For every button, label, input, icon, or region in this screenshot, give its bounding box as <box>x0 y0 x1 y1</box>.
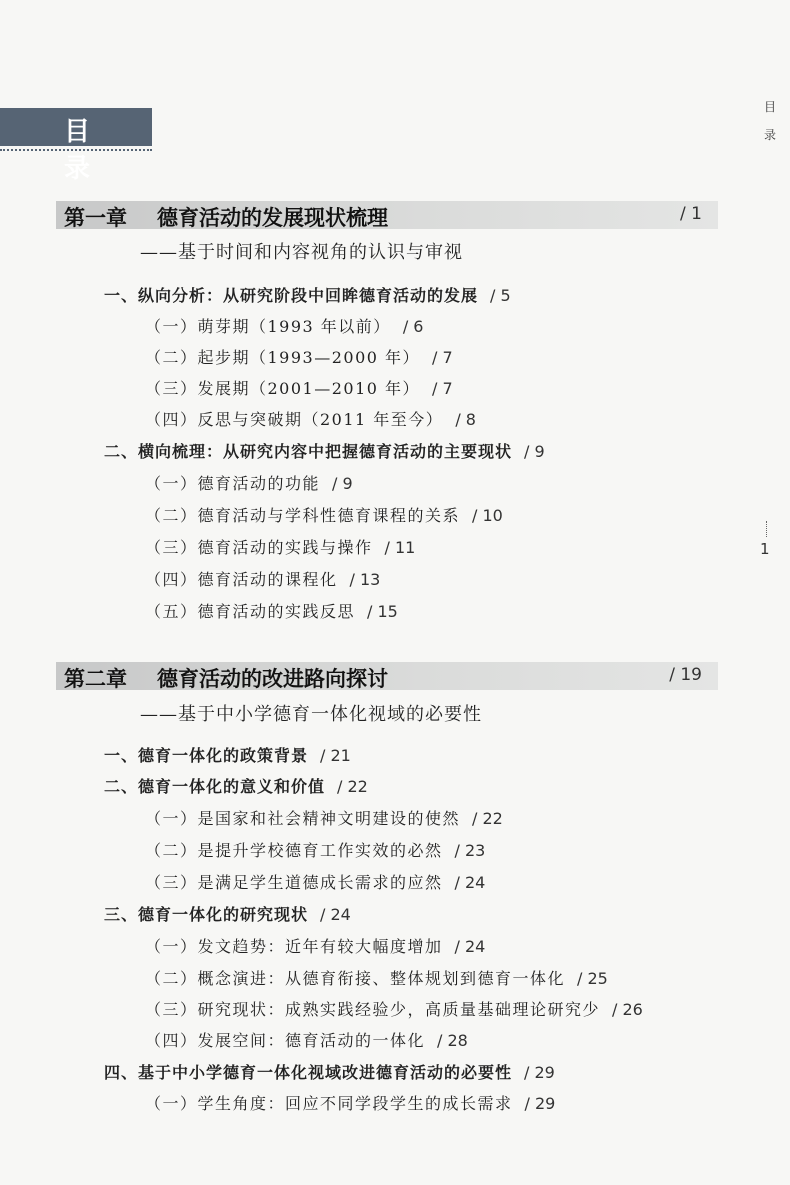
entry-text: （二）德育活动与学科性德育课程的关系 <box>145 506 461 525</box>
chapter-name: 德育活动的发展现状梳理 <box>157 205 388 230</box>
entry-text: （三）是满足学生道德成长需求的应然 <box>145 873 443 892</box>
entry-page: / 29 <box>524 1094 556 1113</box>
entry-text: （三）研究现状：成熟实践经验少，高质量基础理论研究少 <box>145 1000 601 1019</box>
entry-text: （一）发文趋势：近年有较大幅度增加 <box>145 937 443 956</box>
toc-entry[interactable] <box>145 806 503 829</box>
entry-page: / 5 <box>490 286 511 305</box>
entry-page: / 28 <box>437 1031 468 1050</box>
entry-page: / 21 <box>320 746 351 765</box>
entry-text: 三、德育一体化的研究现状 <box>104 905 309 924</box>
toc-entry[interactable] <box>145 376 453 399</box>
entry-page: / 10 <box>472 506 503 525</box>
toc-entry[interactable] <box>145 997 643 1020</box>
chapter-band[interactable] <box>56 201 718 229</box>
entry-page: / 8 <box>455 410 476 429</box>
entry-text: （二）概念演进：从德育衔接、整体规划到德育一体化 <box>145 969 566 988</box>
entry-page: / 24 <box>320 905 351 924</box>
entry-page: / 6 <box>402 317 424 336</box>
entry-page: / 25 <box>577 969 608 988</box>
entry-page: / 29 <box>524 1063 555 1082</box>
chapter-page: / 1 <box>680 204 702 224</box>
toc-entry[interactable] <box>104 774 368 797</box>
chapter-title <box>64 202 388 232</box>
entry-page: / 7 <box>432 379 453 398</box>
side-running-head: 目录 <box>763 100 776 142</box>
entry-page: / 22 <box>337 777 368 796</box>
toc-entry[interactable] <box>145 966 608 989</box>
toc-entry[interactable] <box>104 283 511 306</box>
entry-text: （一）是国家和社会精神文明建设的使然 <box>145 809 461 828</box>
chapter-subtitle: ——基于时间和内容视角的认识与审视 <box>140 242 463 263</box>
chapter-subtitle: ——基于中小学德育一体化视域的必要性 <box>140 704 482 725</box>
entry-page: / 15 <box>367 602 398 621</box>
entry-text: （二）是提升学校德育工作实效的必然 <box>145 841 443 860</box>
side-dotted-rule <box>766 521 767 537</box>
toc-entry[interactable] <box>145 1028 468 1051</box>
toc-header <box>0 108 152 184</box>
toc-header-title: 目 录 <box>64 117 105 184</box>
entry-text: （三）德育活动的实践与操作 <box>145 538 373 557</box>
chapter-band[interactable] <box>56 662 718 690</box>
toc-entry[interactable] <box>145 934 485 957</box>
entry-text: 二、德育一体化的意义和价值 <box>104 777 326 796</box>
toc-entry[interactable] <box>145 599 398 622</box>
toc-entry[interactable] <box>104 1060 555 1083</box>
chapter-number: 第二章 <box>64 666 127 691</box>
entry-page: / 24 <box>454 937 486 956</box>
entry-text: （四）德育活动的课程化 <box>145 570 338 589</box>
toc-entry[interactable] <box>145 471 353 494</box>
toc-entry[interactable] <box>104 743 351 766</box>
toc-entry[interactable] <box>145 535 415 558</box>
entry-page: / 22 <box>472 809 503 828</box>
entry-text: （三）发展期（2001—2010 年） <box>145 379 421 398</box>
entry-text: （一）学生角度：回应不同学段学生的成长需求 <box>145 1094 513 1113</box>
side-page-number: 1 <box>760 540 770 558</box>
toc-entry[interactable] <box>145 567 380 590</box>
chapter-name: 德育活动的改进路向探讨 <box>157 666 388 691</box>
entry-text: 二、横向梳理：从研究内容中把握德育活动的主要现状 <box>104 442 513 461</box>
chapter-number: 第一章 <box>64 205 127 230</box>
entry-page: / 26 <box>612 1000 643 1019</box>
toc-header-rule <box>0 149 152 151</box>
toc-entry[interactable] <box>145 314 423 337</box>
entry-page: / 11 <box>384 538 416 557</box>
entry-text: 四、基于中小学德育一体化视域改进德育活动的必要性 <box>104 1063 513 1082</box>
entry-page: / 9 <box>332 474 353 493</box>
toc-entry[interactable] <box>145 838 485 861</box>
chapter-page: / 19 <box>669 665 702 685</box>
entry-text: （一）萌芽期（1993 年以前） <box>145 317 391 336</box>
entry-text: 一、德育一体化的政策背景 <box>104 746 309 765</box>
entry-page: / 24 <box>454 873 486 892</box>
entry-text: （五）德育活动的实践反思 <box>145 602 356 621</box>
entry-text: （一）德育活动的功能 <box>145 474 321 493</box>
toc-entry[interactable] <box>145 503 503 526</box>
toc-entry[interactable] <box>145 1091 555 1114</box>
toc-entry[interactable] <box>145 345 453 368</box>
toc-entry[interactable] <box>104 902 351 925</box>
entry-text: （二）起步期（1993—2000 年） <box>145 348 421 367</box>
toc-entry[interactable] <box>145 870 485 893</box>
entry-page: / 9 <box>524 442 545 461</box>
entry-page: / 7 <box>432 348 453 367</box>
entry-page: / 13 <box>349 570 381 589</box>
entry-text: （四）发展空间：德育活动的一体化 <box>145 1031 426 1050</box>
toc-entry[interactable] <box>145 407 476 430</box>
entry-page: / 23 <box>454 841 486 860</box>
entry-text: 一、纵向分析：从研究阶段中回眸德育活动的发展 <box>104 286 479 305</box>
chapter-title <box>64 663 388 693</box>
toc-entry[interactable] <box>104 439 545 462</box>
entry-text: （四）反思与突破期（2011 年至今） <box>145 410 444 429</box>
